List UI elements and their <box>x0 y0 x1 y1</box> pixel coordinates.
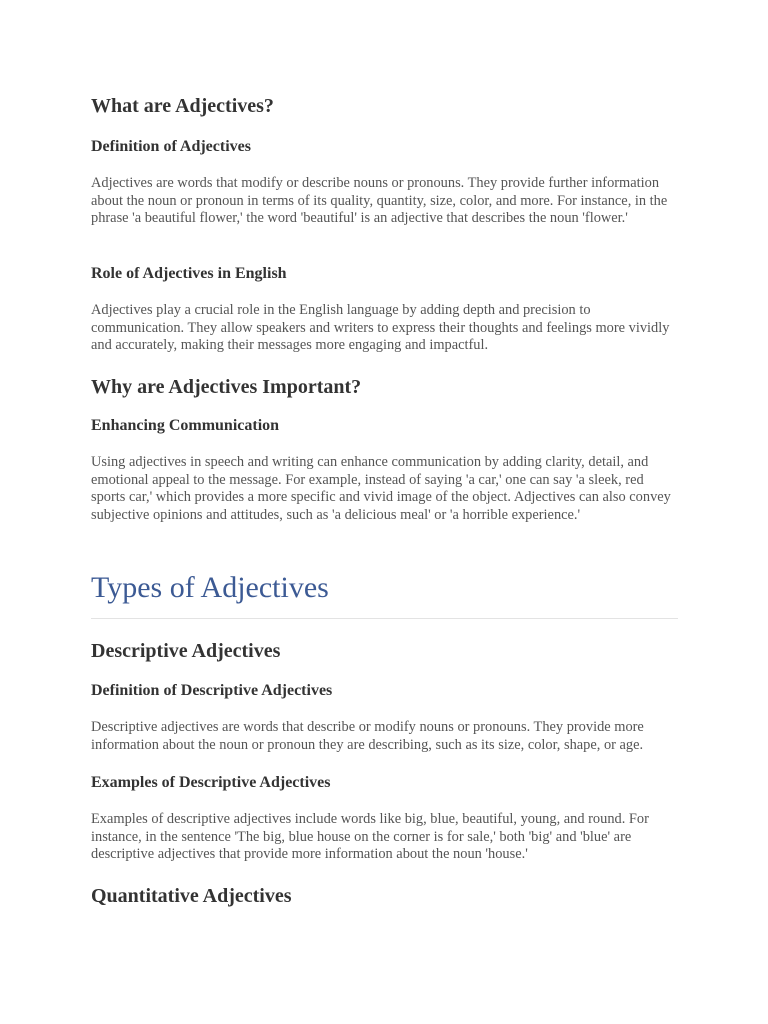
paragraph-enhancing-communication: Using adjectives in speech and writing can enhance communication by adding clarity, detail, and emotional appeal to the message. For example, instead of saying 'a car,' one can say 'a sleek, red sports car,' which provides a more specific and vivid image of the object. Adjectives can also convey subjective opinions and attitudes, such as 'a delicious meal' or 'a horrible experience.' <box>91 454 671 523</box>
heading-definition-of-descriptive-adjectives: Definition of Descriptive Adjectives <box>91 682 333 699</box>
heading-what-are-adjectives: What are Adjectives? <box>91 95 274 117</box>
heading-enhancing-communication: Enhancing Communication <box>91 417 280 434</box>
heading-definition-of-adjectives: Definition of Adjectives <box>91 138 251 155</box>
heading-types-of-adjectives: Types of Adjectives <box>91 571 329 604</box>
paragraph-definition-of-adjectives: Adjectives are words that modify or describe nouns or pronouns. They provide further information about the noun or pronoun in terms of its quality, quantity, size, color, and more. For instance, in the phrase 'a beautiful flower,' the word 'beautiful' is an adjective that describes the noun 'flower.' <box>91 175 668 226</box>
heading-quantitative-adjectives: Quantitative Adjectives <box>91 885 292 907</box>
paragraph-examples-of-descriptive-adjectives: Examples of descriptive adjectives include words like big, blue, beautiful, young, and round. For instance, in the sentence 'The big, blue house on the corner is for sale,' both 'big' and 'blue' are descriptive adjectives that provide more information about the noun 'house.' <box>91 811 649 862</box>
heading-role-of-adjectives: Role of Adjectives in English <box>91 265 287 282</box>
heading-examples-of-descriptive-adjectives: Examples of Descriptive Adjectives <box>91 774 331 791</box>
paragraph-definition-of-descriptive-adjectives: Descriptive adjectives are words that describe or modify nouns or pronouns. They provide more information about the noun or pronoun they are describing, such as its size, color, shape, or age. <box>91 719 644 753</box>
paragraph-role-of-adjectives: Adjectives play a crucial role in the English language by adding depth and precision to communication. They allow speakers and writers to express their thoughts and feelings more vividly and accurately, making their messages more engaging and impactful. <box>91 302 670 353</box>
section-divider <box>91 618 678 619</box>
heading-descriptive-adjectives: Descriptive Adjectives <box>91 640 281 662</box>
heading-why-are-adjectives-important: Why are Adjectives Important? <box>91 376 362 398</box>
